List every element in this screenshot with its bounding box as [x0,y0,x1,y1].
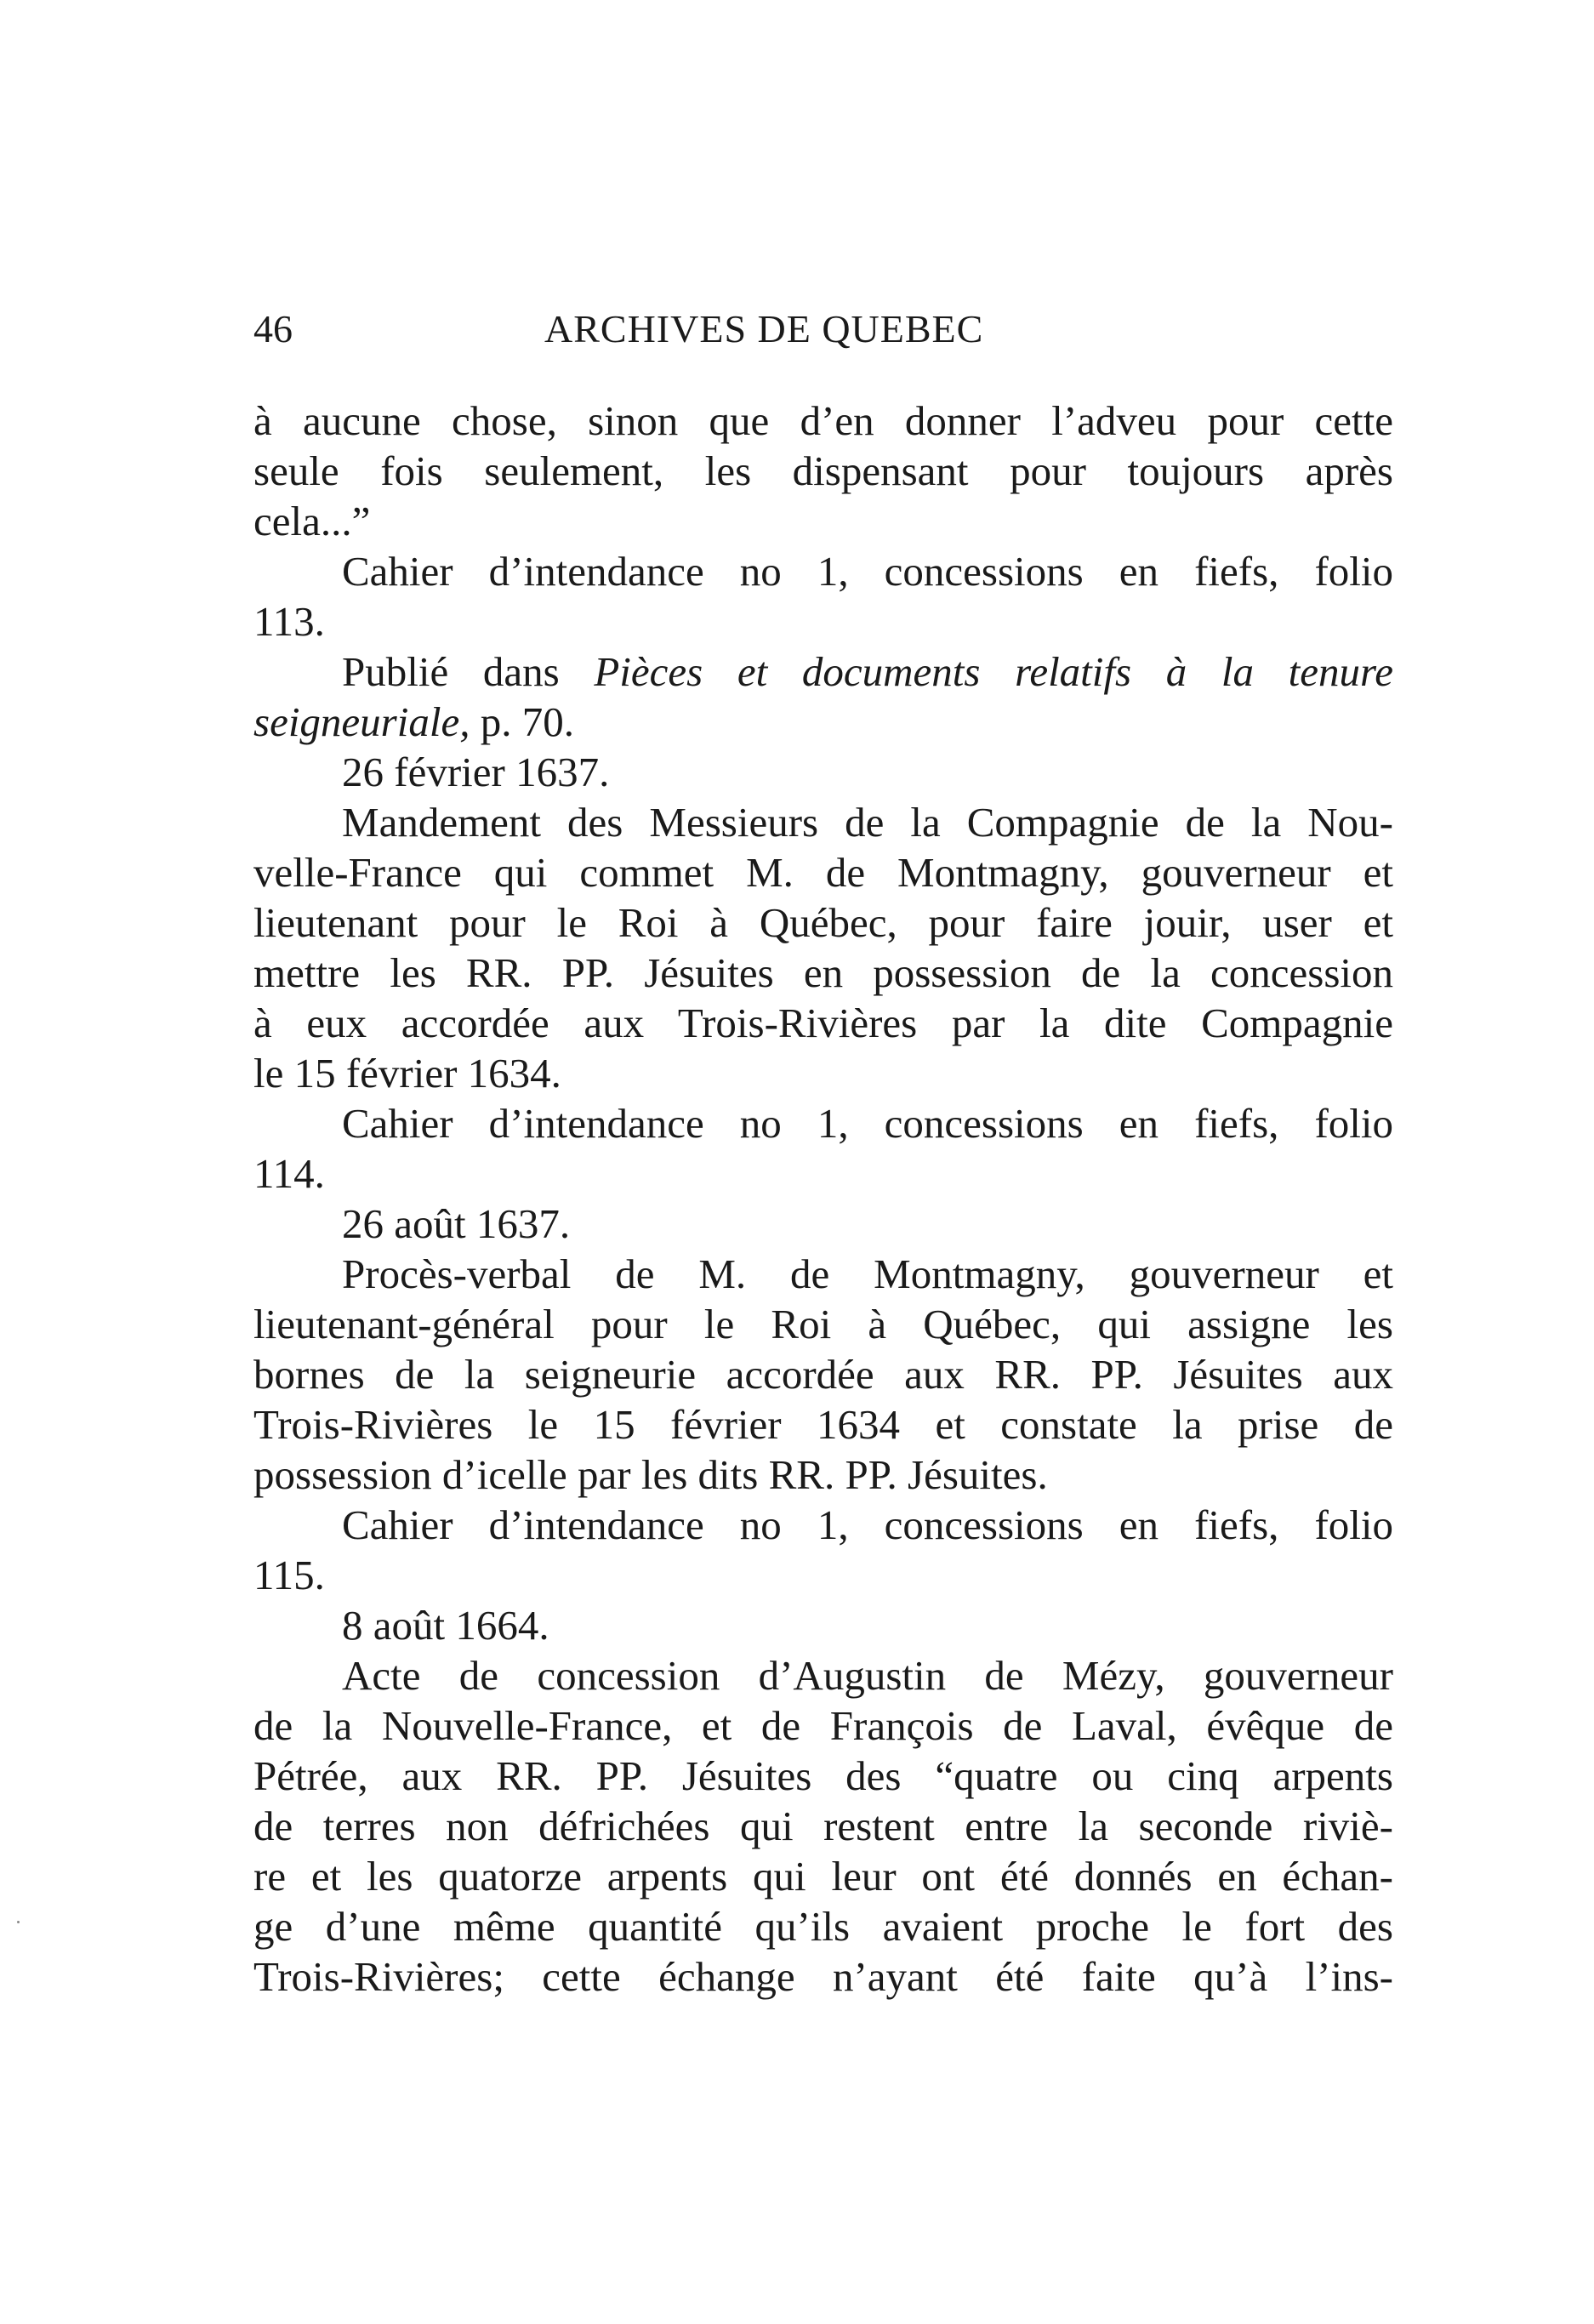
text-line: Cahier d’intendance no 1, concessions en fiefs, folio [342,1100,1393,1147]
text-line: 26 août 1637. [342,1200,571,1247]
text-line: 114. [253,1150,325,1197]
text-segment: p. 70. [470,698,574,745]
text-line: de la Nouvelle-France, et de François de Laval, évêque de [253,1702,1393,1749]
text-line: bornes de la seigneurie accordée aux RR. PP. Jésuites aux [253,1351,1393,1398]
text-line [253,697,1393,747]
running-title: ARCHIVES DE QUEBEC [544,307,984,350]
text-line: Trois-Rivières; cette échange n’ayant été faite qu’à l’ins- [253,1953,1393,2000]
scan-speck [17,1921,20,1923]
body-text [253,396,1393,2002]
text-line: Trois-Rivières le 15 février 1634 et constate la prise de [253,1401,1393,1448]
text-line [253,647,1393,697]
text-line: Pétrée, aux RR. PP. Jésuites des “quatre ou cinq arpents [253,1752,1393,1799]
page-header [253,299,1104,359]
text-segment: Publié dans [342,648,595,695]
page-number: 46 [253,307,293,350]
text-line: Cahier d’intendance no 1, concessions en fiefs, folio [342,1501,1393,1548]
text-line: possession d’icelle par les dits RR. PP. Jésuites. [253,1451,1048,1498]
text-line: ge d’une même quantité qu’ils avaient proche le fort des [253,1903,1393,1950]
text-line: lieutenant pour le Roi à Québec, pour faire jouir, user et [253,899,1393,946]
italic-title-segment: seigneuriale, [253,698,470,745]
text-line: 26 février 1637. [342,749,610,795]
text-line: Procès-verbal de M. de Montmagny, gouverneur et [342,1250,1393,1297]
text-line: Mandement des Messieurs de la Compagnie de la Nou- [342,799,1393,846]
text-line: 115. [253,1552,325,1598]
text-line: velle-France qui commet M. de Montmagny, gouverneur et [253,849,1393,896]
text-line: mettre les RR. PP. Jésuites en possession de la concession [253,949,1393,996]
text-line: de terres non défrichées qui restent entre la seconde riviè- [253,1803,1393,1849]
text-line: 8 août 1664. [342,1602,549,1649]
text-line: à eux accordée aux Trois-Rivières par la dite Compagnie [253,1000,1393,1046]
text-line: cela...” [253,498,371,544]
text-line: re et les quatorze arpents qui leur ont été donnés en échan- [253,1853,1393,1900]
text-line: seule fois seulement, les dispensant pour toujours après [253,447,1393,494]
text-line: à aucune chose, sinon que d’en donner l’adveu pour cette [253,397,1393,444]
italic-title-segment: Pièces et documents relatifs à la tenure [594,648,1393,695]
text-line: Cahier d’intendance no 1, concessions en fiefs, folio [342,548,1393,595]
text-line: le 15 février 1634. [253,1050,561,1096]
text-line: lieutenant-général pour le Roi à Québec, qui assigne les [253,1301,1393,1347]
text-line: 113. [253,598,325,645]
text-line: Acte de concession d’Augustin de Mézy, gouverneur [342,1652,1393,1699]
